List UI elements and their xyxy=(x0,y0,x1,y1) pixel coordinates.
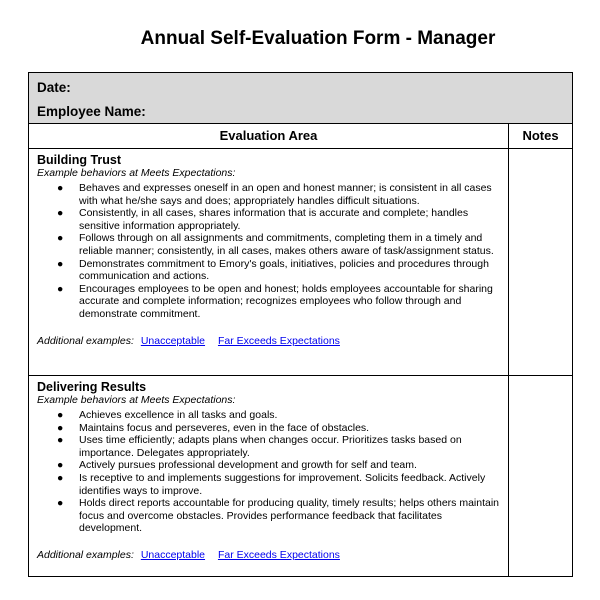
list-item xyxy=(57,459,500,472)
behavior-list xyxy=(37,409,500,535)
list-item xyxy=(57,207,500,232)
list-item-text: Actively pursues professional development and growth for self and team. xyxy=(79,459,417,472)
bullet-icon: ● xyxy=(57,207,64,220)
form-header xyxy=(29,73,572,124)
section-area-cell xyxy=(29,149,509,375)
evaluation-form xyxy=(28,72,573,577)
employee-name-label: Employee Name: xyxy=(37,104,146,119)
list-item-text: Uses time efficiently; adapts plans when changes occur. Prioritizes tasks based on importance. Delegates appropriately. xyxy=(79,434,462,459)
column-headers xyxy=(29,124,572,149)
section-delivering-results xyxy=(29,376,572,576)
list-item-text: Follows through on all assignments and commitments, completing them in a timely and reliable manner; consistently, in all cases, makes others aware of task/assignment status. xyxy=(79,232,494,257)
notes-cell[interactable] xyxy=(509,376,572,576)
list-item-text: Demonstrates commitment to Emory's goals, initiatives, policies and procedures through communication and actions. xyxy=(79,257,489,283)
bullet-icon: ● xyxy=(57,182,64,194)
additional-examples-label: Additional examples: xyxy=(37,334,134,347)
section-title: Delivering Results xyxy=(37,380,147,394)
bullet-icon: ● xyxy=(57,459,64,472)
evaluation-area-header: Evaluation Area xyxy=(29,124,509,148)
list-item xyxy=(57,182,500,207)
list-item xyxy=(57,282,500,321)
additional-examples xyxy=(37,549,500,562)
list-item-text: Is receptive to and implements suggestions for improvement. Solicits feedback. Actively identifies ways to improve. xyxy=(79,471,486,497)
list-item xyxy=(57,497,500,535)
additional-examples xyxy=(37,335,500,348)
list-item-text: Holds direct reports accountable for producing quality, timely results; helps others maintain focus and overcome obstacles. Provides performance feedback that facilitates development. xyxy=(79,497,500,535)
list-item xyxy=(57,434,500,459)
section-building-trust xyxy=(29,149,572,376)
page-title: Annual Self-Evaluation Form - Manager xyxy=(140,28,496,49)
behavior-list xyxy=(37,182,500,321)
section-title: Building Trust xyxy=(37,153,122,167)
date-label: Date: xyxy=(37,80,71,95)
bullet-icon: ● xyxy=(57,232,64,245)
list-item-text: Achieves excellence in all tasks and goals. xyxy=(79,409,278,421)
far-exceeds-link[interactable]: Far Exceeds Expectations xyxy=(217,334,340,347)
bullet-icon: ● xyxy=(57,282,64,295)
far-exceeds-link[interactable]: Far Exceeds Expectations xyxy=(217,548,340,561)
list-item xyxy=(57,409,500,422)
list-item xyxy=(57,232,500,257)
bullet-icon: ● xyxy=(57,409,64,421)
list-item-text: Consistently, in all cases, shares information that is accurate and complete; handles sensitive information appropriately. xyxy=(79,207,469,232)
unacceptable-link[interactable]: Unacceptable xyxy=(140,548,206,561)
bullet-icon: ● xyxy=(57,257,64,270)
section-subtitle: Example behaviors at Meets Expectations: xyxy=(37,167,236,179)
notes-cell[interactable] xyxy=(509,149,572,375)
list-item xyxy=(57,257,500,283)
section-area-cell xyxy=(29,376,509,576)
list-item-text: Maintains focus and perseveres, even in the face of obstacles. xyxy=(79,421,370,434)
unacceptable-link[interactable]: Unacceptable xyxy=(140,334,206,347)
bullet-icon: ● xyxy=(57,434,64,447)
notes-header: Notes xyxy=(522,128,559,143)
bullet-icon: ● xyxy=(57,497,64,510)
bullet-icon: ● xyxy=(57,471,64,484)
section-subtitle: Example behaviors at Meets Expectations: xyxy=(37,394,236,406)
bullet-icon: ● xyxy=(57,421,64,434)
additional-examples-label: Additional examples: xyxy=(37,548,134,561)
list-item-text: Behaves and expresses oneself in an open and honest manner; is consistent in all cases with what he/she says and does; appropriately handles difficult situations. xyxy=(79,182,492,207)
list-item xyxy=(57,471,500,497)
list-item-text: Encourages employees to be open and honest; holds employees accountable for sharing accurate and complete information; recognizes employees who follow through and demonstrate commitment. xyxy=(79,282,493,320)
list-item xyxy=(57,421,500,435)
